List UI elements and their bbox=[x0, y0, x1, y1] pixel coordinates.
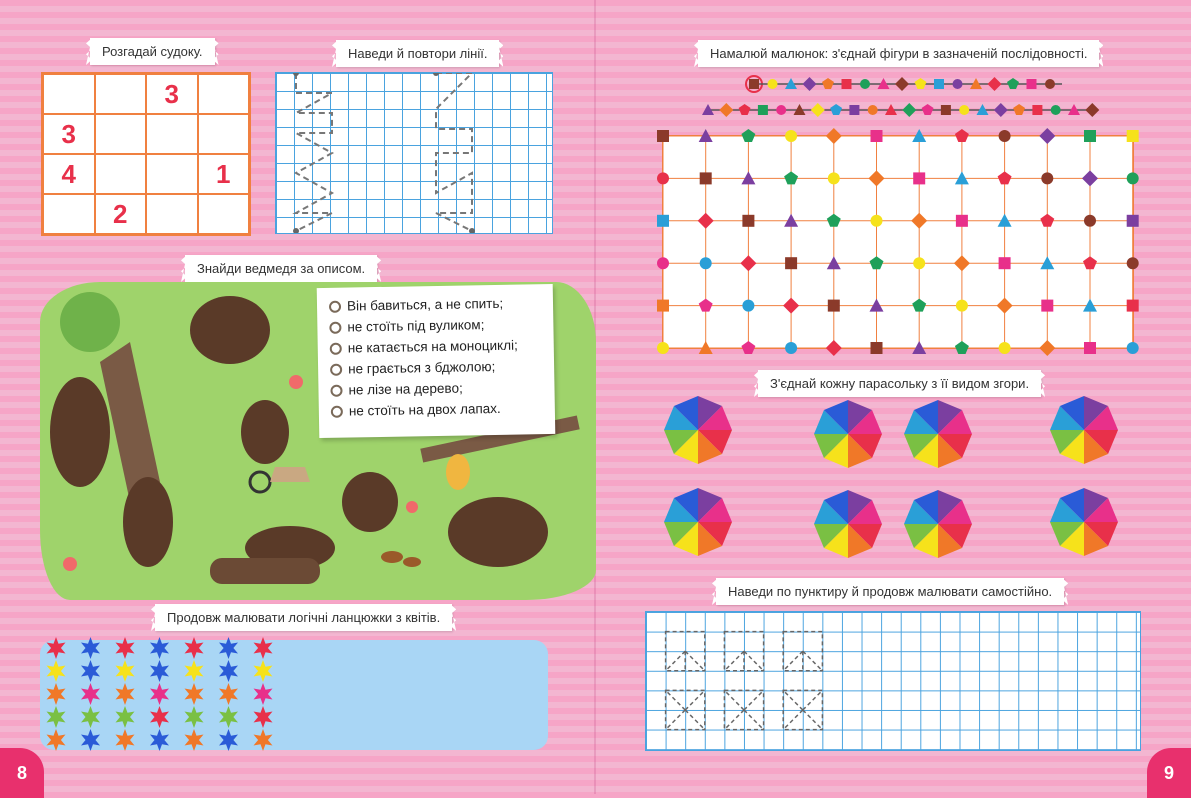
flower-icon bbox=[116, 683, 135, 705]
flower-icon bbox=[219, 637, 238, 659]
grid-shape-icon bbox=[785, 130, 797, 142]
flower-icon bbox=[254, 683, 273, 705]
grid-shape-icon bbox=[997, 298, 1013, 314]
grid-shape-icon bbox=[657, 257, 669, 269]
umbrella-icon[interactable] bbox=[1050, 396, 1118, 464]
grid-shape-icon bbox=[742, 300, 754, 312]
grid-shape-icon bbox=[870, 256, 884, 269]
umbrella-icon[interactable] bbox=[904, 490, 972, 558]
sequence-shape-icon bbox=[830, 104, 842, 115]
page-number-left: 8 bbox=[0, 748, 44, 798]
grid-shape-icon bbox=[657, 130, 669, 142]
flower-icon bbox=[219, 683, 238, 705]
grid-shape-icon bbox=[1040, 214, 1054, 227]
grid-shape-icon bbox=[785, 342, 797, 354]
sequence-shape-icon bbox=[758, 105, 768, 115]
bear-clues-note bbox=[317, 284, 556, 438]
flower-icon bbox=[150, 637, 169, 659]
sudoku-cell[interactable] bbox=[95, 154, 147, 194]
grid-shape-icon bbox=[657, 300, 669, 312]
grid-shape-icon bbox=[998, 171, 1012, 184]
flower-icon bbox=[185, 660, 204, 682]
flower-icon bbox=[81, 683, 100, 705]
grid-shape-icon bbox=[828, 172, 840, 184]
sequence-shape-icon bbox=[776, 105, 786, 115]
flower-icon bbox=[219, 660, 238, 682]
sequence-shape-icon bbox=[1032, 105, 1042, 115]
flower-icon bbox=[185, 729, 204, 751]
flower-icon bbox=[116, 706, 135, 728]
sequence-shape-icon bbox=[822, 78, 834, 89]
grid-shape-icon bbox=[913, 172, 925, 184]
flower-icon bbox=[116, 729, 135, 751]
sequence-shape-icon bbox=[1051, 105, 1061, 115]
sudoku-cell[interactable]: 3 bbox=[146, 74, 198, 114]
flower-icon bbox=[219, 706, 238, 728]
grid-shape-icon bbox=[956, 300, 968, 312]
sudoku-cell[interactable] bbox=[146, 114, 198, 154]
flower-icon bbox=[47, 660, 66, 682]
grid-shape-icon bbox=[828, 300, 840, 312]
dashed-lines bbox=[276, 73, 552, 233]
umbrellas-title: З'єднай кожну парасольку з її видом згори. bbox=[758, 370, 1041, 397]
sequence-shape-icon bbox=[849, 105, 859, 115]
sequence-shape-icon bbox=[868, 105, 878, 115]
sequence-shape-icon bbox=[1085, 103, 1099, 117]
grid-shape-icon bbox=[956, 215, 968, 227]
grid-shape-icon bbox=[869, 170, 885, 186]
flower-icon bbox=[254, 637, 273, 659]
grid-shape-icon bbox=[827, 214, 841, 227]
grid-shape-icon bbox=[783, 298, 799, 314]
sequence-shape-icon bbox=[1045, 79, 1055, 89]
grid-shape-icon bbox=[955, 171, 969, 184]
grid-shape-icon bbox=[826, 340, 842, 356]
sequence-shape-icon bbox=[803, 77, 817, 91]
sequence-shape-icon bbox=[934, 79, 944, 89]
sequence-shape-icon bbox=[719, 103, 733, 117]
grid-shape-icon bbox=[657, 342, 669, 354]
grid-shape-icon bbox=[913, 257, 925, 269]
umbrella-icon[interactable] bbox=[664, 488, 732, 556]
sudoku-cell[interactable] bbox=[198, 194, 250, 234]
grid-shape-icon bbox=[1041, 300, 1053, 312]
grid-shape-icon bbox=[784, 171, 798, 184]
sudoku-cell[interactable] bbox=[95, 114, 147, 154]
grid-shape-icon bbox=[955, 129, 969, 142]
sudoku-cell[interactable] bbox=[198, 74, 250, 114]
trace-lines-grid[interactable] bbox=[275, 72, 553, 234]
clue-1: Він бавиться, а не спить; bbox=[329, 292, 553, 317]
grid-shape-icon bbox=[1127, 130, 1139, 142]
grid-shape-icon bbox=[1082, 170, 1098, 186]
sudoku-cell[interactable]: 3 bbox=[43, 114, 95, 154]
flower-icon bbox=[81, 729, 100, 751]
flower-icon bbox=[254, 706, 273, 728]
flower-icon bbox=[185, 683, 204, 705]
grid-shape-icon bbox=[999, 342, 1011, 354]
flower-icon bbox=[47, 683, 66, 705]
flower-icon bbox=[185, 637, 204, 659]
sudoku-cell[interactable]: 4 bbox=[43, 154, 95, 194]
sudoku-cell[interactable]: 1 bbox=[198, 154, 250, 194]
flower-icon bbox=[116, 637, 135, 659]
umbrella-icon[interactable] bbox=[664, 396, 732, 464]
trace-title: Наведи по пунктиру й продовж малювати самостійно. bbox=[716, 578, 1064, 605]
grid-shape-icon bbox=[1127, 215, 1139, 227]
grid-shape-icon bbox=[741, 341, 755, 354]
grid-shape-icon bbox=[700, 257, 712, 269]
flower-icon bbox=[150, 683, 169, 705]
grid-shape-icon bbox=[698, 213, 714, 229]
sequence-shape-icon bbox=[959, 105, 969, 115]
grid-shape-icon bbox=[826, 128, 842, 144]
grid-shape-icon bbox=[785, 257, 797, 269]
grid-shape-icon bbox=[871, 342, 883, 354]
sequence-shape-icon bbox=[1013, 104, 1025, 115]
sequence-shape-icon bbox=[1027, 79, 1037, 89]
flower-icon bbox=[254, 729, 273, 751]
flower-icon bbox=[47, 637, 66, 659]
flower-icon bbox=[219, 729, 238, 751]
grid-shape-icon bbox=[999, 130, 1011, 142]
sequence-shape-icon bbox=[811, 103, 825, 117]
sequence-shape-icon bbox=[915, 78, 927, 89]
grid-shape-icon bbox=[742, 215, 754, 227]
flower-icon bbox=[150, 729, 169, 751]
grid-shape-icon bbox=[1039, 128, 1055, 144]
bears-title: Знайди ведмедя за описом. bbox=[185, 255, 377, 282]
flower-icon bbox=[47, 706, 66, 728]
trace-pattern-grid[interactable] bbox=[645, 611, 1141, 751]
grid-shape-icon bbox=[741, 171, 755, 184]
umbrella-icon[interactable] bbox=[814, 490, 882, 558]
flower-icon bbox=[81, 637, 100, 659]
umbrellas[interactable] bbox=[660, 394, 1140, 564]
sudoku-cell[interactable] bbox=[43, 74, 95, 114]
grid-shape-icon bbox=[1127, 172, 1139, 184]
sudoku-title: Розгадай судоку. bbox=[90, 38, 215, 65]
flower-icon bbox=[81, 660, 100, 682]
clue-3: не катається на моноциклі; bbox=[330, 334, 554, 359]
clue-2: не стоїть під вуликом; bbox=[329, 313, 553, 338]
grid-shape-icon bbox=[740, 255, 756, 271]
grid-shape-icon bbox=[1127, 342, 1139, 354]
sudoku-grid[interactable] bbox=[41, 72, 251, 236]
grid-shape-icon bbox=[1127, 257, 1139, 269]
grid-shape-icon bbox=[657, 215, 669, 227]
grid-shape-icon bbox=[1039, 340, 1055, 356]
sudoku-cell[interactable] bbox=[146, 154, 198, 194]
sequence-shape-icon bbox=[922, 104, 934, 115]
grid-shape-icon bbox=[741, 129, 755, 142]
grid-shape-icon bbox=[912, 299, 926, 312]
grid-shape-icon bbox=[871, 130, 883, 142]
sequence-shape-icon bbox=[895, 77, 909, 91]
page-number-right: 9 bbox=[1147, 748, 1191, 798]
grid-shape-icon bbox=[1084, 130, 1096, 142]
sudoku-cell[interactable] bbox=[43, 194, 95, 234]
grid-shape-icon bbox=[954, 255, 970, 271]
grid-shape-icon bbox=[657, 172, 669, 184]
clue-6: не стоїть на двох лапах. bbox=[331, 397, 555, 422]
shape-dots bbox=[653, 126, 1143, 358]
sequence-shape-icon bbox=[860, 79, 870, 89]
grid-shape-icon bbox=[700, 172, 712, 184]
dashed-pattern bbox=[646, 612, 1140, 750]
grid-shape-icon bbox=[699, 299, 713, 312]
flower-icon bbox=[116, 660, 135, 682]
sequence-shape-icon bbox=[994, 103, 1008, 117]
sequence-shape-icon bbox=[749, 79, 759, 89]
sequence-shape-icon bbox=[739, 104, 751, 115]
grid-shape-icon bbox=[999, 257, 1011, 269]
grid-shape-icon bbox=[911, 213, 927, 229]
grid-shape-icon bbox=[1041, 172, 1053, 184]
grid-shape-icon bbox=[1083, 256, 1097, 269]
umbrella-icon[interactable] bbox=[1050, 488, 1118, 556]
flower-icon bbox=[47, 729, 66, 751]
clue-4: не грається з бджолою; bbox=[330, 355, 554, 380]
flower-chains bbox=[36, 634, 286, 754]
flower-icon bbox=[150, 706, 169, 728]
sudoku-cell[interactable]: 2 bbox=[95, 194, 147, 234]
flower-icon bbox=[81, 706, 100, 728]
flower-icon bbox=[150, 660, 169, 682]
sudoku-cell[interactable] bbox=[146, 194, 198, 234]
grid-shape-icon bbox=[1084, 215, 1096, 227]
lines-title: Наведи й повтори лінії. bbox=[336, 40, 499, 67]
sequence-shape-icon bbox=[988, 77, 1002, 91]
grid-shape-icon bbox=[1127, 300, 1139, 312]
sequence-shape-icon bbox=[768, 79, 778, 89]
sudoku-cell[interactable] bbox=[198, 114, 250, 154]
sudoku-cell[interactable] bbox=[95, 74, 147, 114]
sequence-shape-icon bbox=[941, 105, 951, 115]
flowers-title: Продовж малювати логічні ланцюжки з квітів. bbox=[155, 604, 452, 631]
shape-sequence-legend bbox=[690, 70, 1110, 126]
connect-title: Намалюй малюнок: з'єднай фігури в зазначеній послідовності. bbox=[698, 40, 1099, 67]
sequence-shape-icon bbox=[953, 79, 963, 89]
grid-shape-icon bbox=[955, 341, 969, 354]
grid-shape-icon bbox=[871, 215, 883, 227]
clue-5: не лізе на дерево; bbox=[330, 376, 554, 401]
sequence-shape-icon bbox=[902, 103, 916, 117]
grid-shape-icon bbox=[1084, 342, 1096, 354]
sequence-shape-icon bbox=[842, 79, 852, 89]
umbrella-icon[interactable] bbox=[904, 400, 972, 468]
connect-grid[interactable] bbox=[662, 135, 1134, 349]
flower-icon bbox=[185, 706, 204, 728]
umbrella-icon[interactable] bbox=[814, 400, 882, 468]
sequence-shape-icon bbox=[1007, 78, 1019, 89]
flower-icon bbox=[254, 660, 273, 682]
